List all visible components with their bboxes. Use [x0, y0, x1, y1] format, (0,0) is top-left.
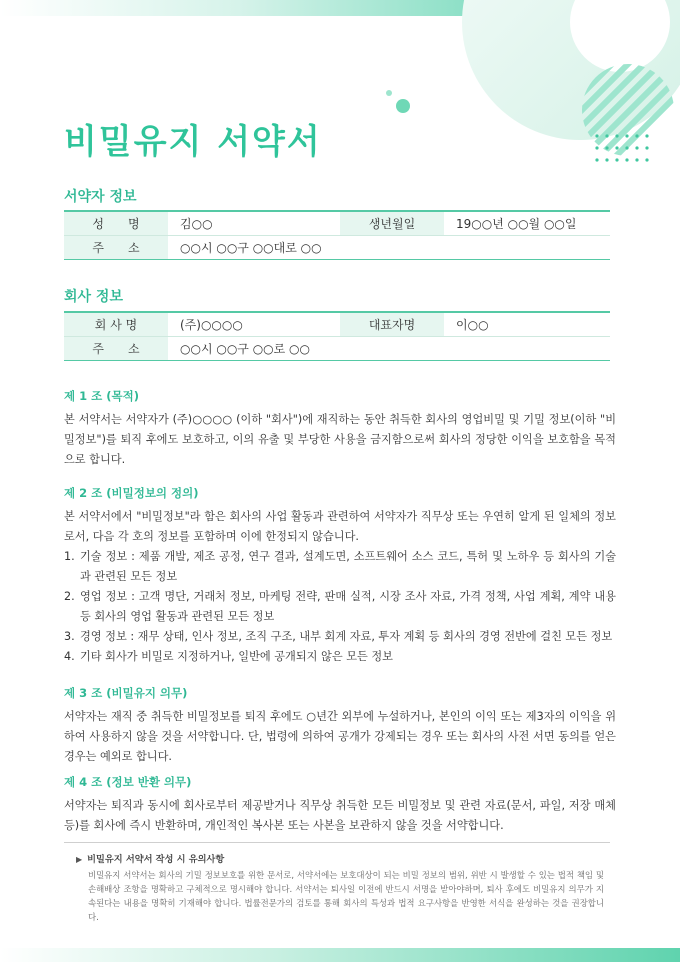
company-ceo-label: 대표자명: [340, 312, 444, 337]
small-decor-dot-2: [386, 90, 392, 96]
company-info-table: [64, 311, 610, 361]
list-item: [64, 547, 616, 587]
article-3-title: 제 3 조 (비밀유지 의무): [64, 686, 188, 700]
table-row: [64, 211, 610, 236]
list-item-number: 4.: [64, 650, 75, 663]
page-title: 비밀유지 서약서: [64, 122, 322, 162]
table-row: [64, 236, 610, 260]
article-4-title: 제 4 조 (정보 반환 의무): [64, 775, 192, 789]
article-4-body: 서약자는 퇴직과 동시에 회사로부터 제공받거나 직무상 취득한 모든 비밀정보 및 관련 자료(문서, 파일, 저장 매체 등)를 회사에 즉시 반환하며, 개인적인 복사본 또는 사본을 보관하지 않을 것을 서약합니다.: [64, 799, 616, 832]
list-item-text: 기타 회사가 비밀로 지정하거나, 일반에 공개되지 않은 모든 정보: [80, 650, 393, 663]
pledger-birth-value: 19○○년 ○○월 ○○일: [444, 211, 610, 236]
pledger-address-label: 주 소: [64, 236, 168, 260]
note-title-line: [76, 851, 604, 865]
pledger-info-table: [64, 210, 610, 260]
article-1: [64, 388, 616, 470]
list-item-number: 3.: [64, 630, 75, 643]
article-3: [64, 685, 616, 767]
article-1-title: 제 1 조 (목적): [64, 389, 139, 403]
note-title: 비밀유지 서약서 작성 시 유의사항: [87, 854, 225, 865]
company-name-label: 회 사 명: [64, 312, 168, 337]
table-row: [64, 312, 610, 337]
list-item: [64, 647, 616, 667]
pledger-birth-label: 생년월일: [340, 211, 444, 236]
article-2-list: [64, 547, 616, 667]
decorative-graphics: [0, 0, 680, 200]
pledger-address-value: ○○시 ○○구 ○○대로 ○○: [180, 241, 322, 255]
article-2-title: 제 2 조 (비밀정보의 정의): [64, 486, 199, 500]
article-2: [64, 485, 616, 667]
list-item: [64, 587, 616, 627]
list-item-number: 1.: [64, 550, 75, 563]
company-ceo-value: 이○○: [444, 312, 610, 337]
article-1-body: 본 서약서는 서약자가 (주)○○○○ (이하 "회사")에 재직하는 동안 취득한 회사의 영업비밀 및 기밀 정보(이하 "비밀정보")를 퇴직 후에도 보호하고, 이의 유출 및 부당한 사용을 금지함으로써 회사의 정당한 이익을 보호함을 목적으로 합니다.: [64, 413, 616, 466]
company-section-title: 회사 정보: [64, 289, 123, 305]
list-item-number: 2.: [64, 590, 75, 603]
table-row: [64, 337, 610, 361]
note-divider: [64, 842, 610, 843]
article-3-body: 서약자는 재직 중 취득한 비밀정보를 퇴직 후에도 ○년간 외부에 누설하거나, 본인의 이익 또는 제3자의 이익을 위하여 사용하지 않을 것을 서약합니다. 단, 법령에 의하여 공개가 강제되는 경우 또는 회사의 사전 서면 동의를 얻은 경우는 예외로 합니다.: [64, 710, 616, 763]
company-address-label: 주 소: [64, 337, 168, 361]
list-item-text: 기술 정보 : 제품 개발, 제조 공정, 연구 결과, 설계도면, 소프트웨어 소스 코드, 특허 및 노하우 등 회사의 기술과 관련된 모든 정보: [80, 550, 616, 583]
list-item: [64, 627, 616, 647]
note-body: 비밀유지 서약서는 회사의 기밀 정보보호를 위한 문서로, 서약서에는 보호대상이 되는 비밀 정보의 범위, 위반 시 발생할 수 있는 법적 책임 및 손해배상 조항을 명확하고 구체적으로 명시해야 합니다. 서약서는 퇴사일 이전에 반드시 서명을 받아야하며, 퇴사 후에도 비밀유지 의무가 지속된다는 내용을 명확히 기재해야 합니다. 법률전문가의 검토를 통해 회사의 특성과 법적 요구사항을 반영한 서식을 완성하는 것을 권장합니다.: [88, 870, 604, 922]
article-2-body: 본 서약서에서 "비밀정보"라 함은 회사의 사업 활동과 관련하여 서약자가 직무상 또는 우연히 알게 된 일체의 정보로서, 다음 각 호의 정보를 포함하며 이에 한정되지 않습니다.: [64, 510, 616, 543]
small-decor-dot-1: [396, 99, 410, 113]
list-item-text: 영업 정보 : 고객 명단, 거래처 정보, 마케팅 전략, 판매 실적, 시장 조사 자료, 가격 정책, 사업 계획, 계약 내용 등 회사의 영업 활동과 관련된 모든 정보: [80, 590, 616, 623]
company-address-value: ○○시 ○○구 ○○로 ○○: [180, 342, 310, 356]
note-box: [76, 851, 604, 924]
triangle-right-icon: ▶: [76, 855, 83, 864]
list-item-text: 경영 정보 : 재무 상태, 인사 정보, 조직 구조, 내부 회계 자료, 투자 계획 등 회사의 경영 전반에 걸친 모든 정보: [80, 630, 613, 643]
pledger-name-label: 성 명: [64, 211, 168, 236]
pledger-section-title: 서약자 정보: [64, 189, 137, 205]
company-name-value: (주)○○○○: [168, 312, 340, 337]
pledger-name-value: 김○○: [168, 211, 340, 236]
bottom-gradient-bar: [0, 948, 680, 962]
article-4: [64, 774, 616, 836]
